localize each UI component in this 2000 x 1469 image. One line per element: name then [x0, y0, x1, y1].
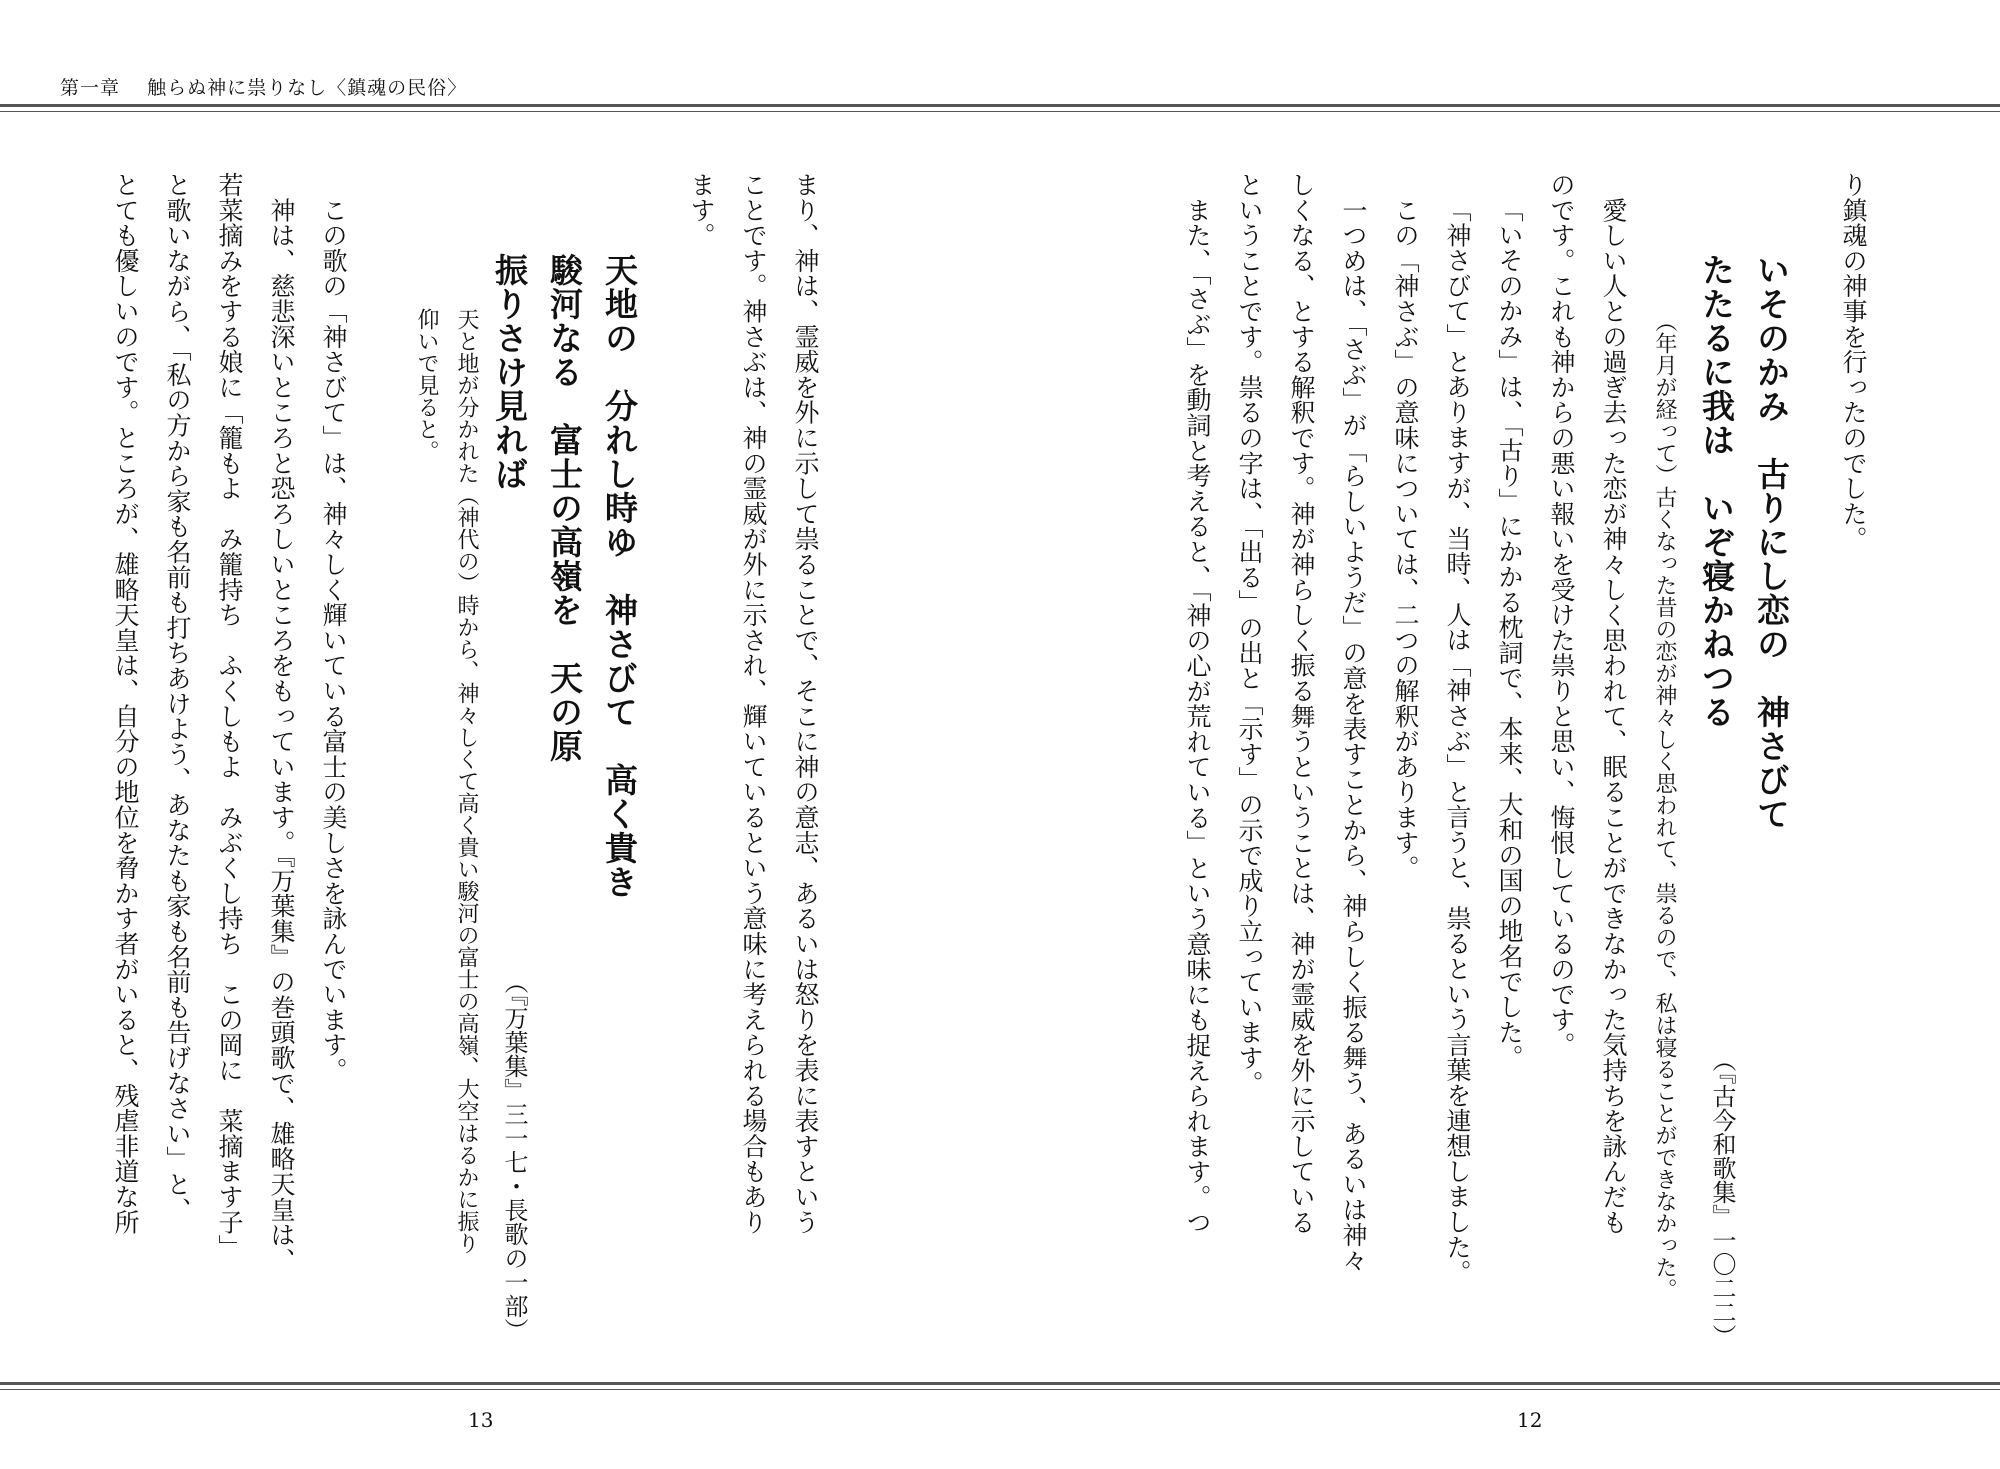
- page12-body-line: 一つめは、「さぶ」が「らしいようだ」の意を表すことから、神らしく振る舞う、あるいは神々: [1339, 172, 1368, 1273]
- page12-body-line: ということです。祟るの字は、「出る」の出と「示す」の示で成り立っています。: [1235, 172, 1264, 1096]
- footer-rule: [0, 1382, 2000, 1385]
- poem1-translation: （年月が経って）古くなった昔の恋が神々しく思われて、祟るので、私は寝ることができなかった。: [1652, 310, 1677, 1300]
- chapter-title: 触らぬ神に祟りなし〈鎮魂の民俗〉: [147, 77, 468, 99]
- chapter-number: 第一章: [60, 77, 121, 99]
- footer-rule-thin: [0, 1389, 2000, 1390]
- page12-body-line: しくなる、とする解釈です。神が神らしく振る舞うということは、神が霊威を外に示している: [1287, 172, 1316, 1235]
- page13-body-line: 神は、慈悲深いところと恐ろしいところをもっています。『万葉集』の巻頭歌で、雄略天皇は、: [267, 172, 296, 1273]
- page13-body-line: 若菜摘みをする娘に「籠もよ み籠持ち ふくしもよ みぶくし持ち この岡に 菜摘ます子」: [215, 172, 244, 1260]
- poem2-line3: 振りさけ見れば: [490, 253, 529, 491]
- page13-body-line: ます。: [687, 172, 716, 248]
- page12-body-line: 「いそのかみ」は、「古り」にかかる枕詞で、本来、大和の国の地名でした。: [1495, 197, 1524, 1070]
- page13-body-line: まり、神は、霊威を外に示して祟ることで、そこに神の意志、あるいは怒りを表に表すという: [791, 172, 820, 1235]
- page12-body-line: 愛しい人との過ぎ去った恋が神々しく思われて、眠ることができなかった気持ちを詠んだも: [1599, 172, 1628, 1235]
- poem1-line2: たたるに我は いぞ寝かねつる: [1697, 253, 1736, 729]
- page12-body-line: 「神さびて」とありますが、当時、人は「神さぶ」と言うと、祟るという言葉を連想しました。: [1443, 197, 1472, 1285]
- poem2-translation-line1: 天と地が分かれた（神代の）時から、神々しくて高く貴い駿河の富士の高嶺、大空はるかに振り: [454, 308, 479, 1254]
- poem1-source: （『古今和歌集』一〇二二）: [1708, 1048, 1736, 1348]
- page12-body-line: この「神さぶ」の意味については、二つの解釈があります。: [1391, 172, 1420, 881]
- page12-body-line: また、「さぶ」を動詞と考えると、「神の心が荒れている」という意味にも捉えられます。つ: [1183, 172, 1212, 1235]
- poem2-line2: 駿河なる 富士の高嶺を 天の原: [545, 253, 584, 763]
- page-number-right: 12: [1517, 1408, 1543, 1432]
- page13-body-line: と歌いながら、「私の方から家も名前も打ちあけよう、あなたも家も名前も告げなさい」と、: [163, 172, 192, 1223]
- page-number-left: 13: [468, 1408, 494, 1432]
- running-header: [60, 73, 467, 100]
- header-rule-thin: [0, 111, 2000, 112]
- page13-body-line: ことです。神さぶは、神の霊威が外に示され、輝いているという意味に考えられる場合もあり: [739, 172, 768, 1235]
- poem2-source: （『万葉集』三一七・長歌の一部）: [500, 970, 528, 1342]
- header-rule: [0, 104, 2000, 107]
- page12-body-line: のです。これも神からの悪い報いを受けた祟りと思い、悔恨しているのです。: [1547, 172, 1576, 1058]
- poem2-line1: 天地の 分れし時ゆ 神さびて 高く貴き: [600, 253, 639, 899]
- page12-intro-line: り鎮魂の神事を行ったのでした。: [1839, 172, 1868, 552]
- page13-body-line: とても優しいのです。ところが、雄略天皇は、自分の地位を脅かす者がいると、残虐非道な所: [111, 172, 140, 1235]
- poem2-translation-line2: 仰いで見ると。: [414, 308, 439, 462]
- page13-body-line: この歌の「神さびて」は、神々しく輝いている富士の美しさを詠んでいます。: [319, 172, 348, 1083]
- poem1-line1: いそのかみ 古りにし恋の 神さびて: [1752, 253, 1791, 831]
